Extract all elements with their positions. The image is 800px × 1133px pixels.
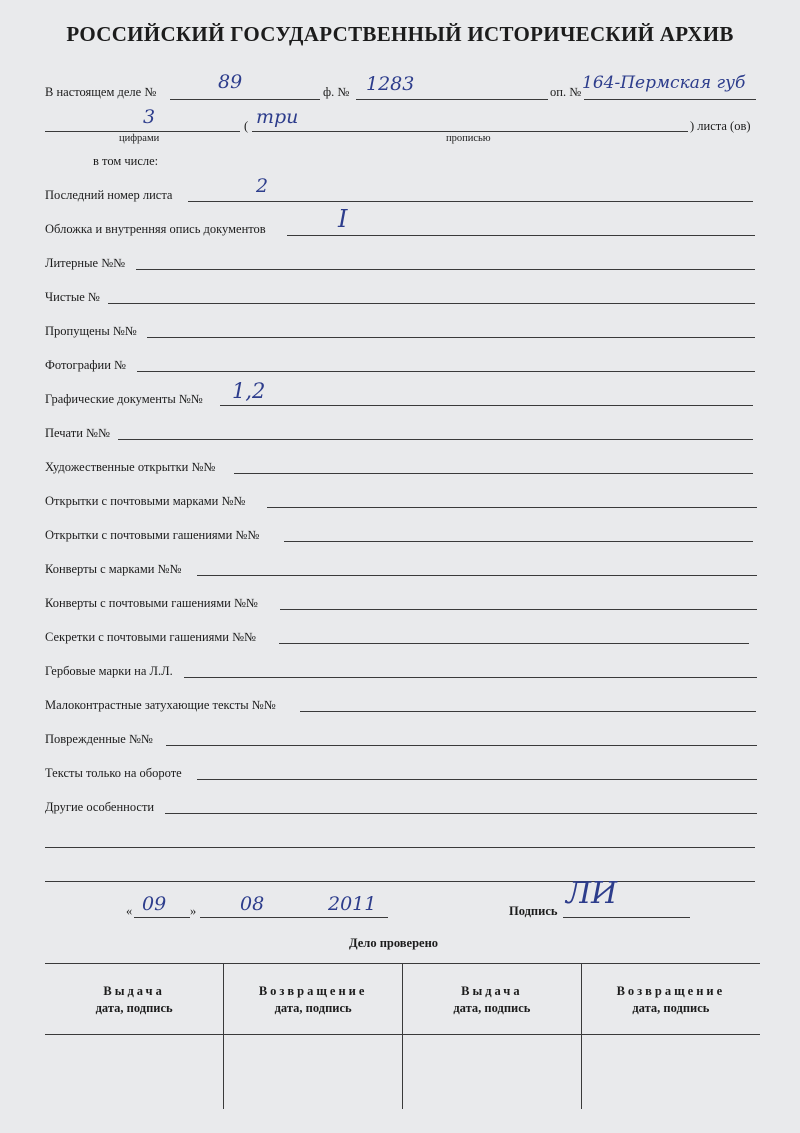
- date-close-quote: »: [190, 904, 197, 918]
- date-day-line: [134, 917, 190, 918]
- field-label: Фотографии №: [45, 358, 126, 372]
- checked-label: Дело проверено: [349, 936, 439, 950]
- field-line: [284, 541, 753, 542]
- field-line: [184, 677, 757, 678]
- table-header-title: Возвращение: [616, 984, 726, 998]
- field-line: [267, 507, 757, 508]
- table-entry-cell[interactable]: [581, 1035, 760, 1110]
- field-label: Открытки с почтовыми гашениями №№: [45, 528, 260, 542]
- count-suffix: ) листа (ов): [690, 119, 751, 133]
- field-label: Печати №№: [45, 426, 110, 440]
- date-month-year-line: [200, 917, 388, 918]
- field-label: Открытки с почтовыми марками №№: [45, 494, 246, 508]
- field-line: [136, 269, 755, 270]
- opis-value[interactable]: 164-Пермская губ: [582, 73, 746, 93]
- table-header-title: Выдача: [103, 984, 165, 998]
- count-digits-value[interactable]: 3: [143, 106, 156, 128]
- field-value[interactable]: I: [338, 205, 348, 233]
- field-label: Художественные открытки №№: [45, 460, 216, 474]
- signature-mark: ЛИ: [566, 876, 618, 911]
- field-line: [197, 779, 757, 780]
- field-label: Чистые №: [45, 290, 100, 304]
- count-digits-line: [45, 131, 240, 132]
- including-label: в том числе:: [93, 154, 159, 168]
- field-label: Гербовые марки на Л.Л.: [45, 664, 173, 678]
- case-number-label: В настоящем деле №: [45, 85, 157, 99]
- table-entry-cell[interactable]: [224, 1035, 403, 1110]
- issue-return-table: [45, 963, 760, 1109]
- field-label: Тексты только на обороте: [45, 766, 182, 780]
- field-line: [166, 745, 757, 746]
- date-open-quote: «: [126, 904, 133, 918]
- field-line: [300, 711, 756, 712]
- field-label: Графические документы №№: [45, 392, 203, 406]
- field-line: [279, 643, 749, 644]
- table-header-subtitle: дата, подпись: [274, 1001, 352, 1015]
- count-words-line: [252, 131, 688, 132]
- count-words-caption: прописью: [446, 133, 491, 144]
- field-label: Конверты с почтовыми гашениями №№: [45, 596, 258, 610]
- count-words-value[interactable]: три: [256, 106, 299, 128]
- field-line: [165, 813, 757, 814]
- signature-label: Подпись: [509, 904, 558, 918]
- count-digits-caption: цифрами: [119, 133, 160, 144]
- field-line: [197, 575, 757, 576]
- case-number-value[interactable]: 89: [218, 71, 243, 93]
- extra-line: [45, 847, 755, 848]
- field-line: [147, 337, 755, 338]
- field-label: Малоконтрастные затухающие тексты №№: [45, 698, 276, 712]
- field-label: Секретки с почтовыми гашениями №№: [45, 630, 256, 644]
- date-month[interactable]: 08: [240, 893, 265, 915]
- fond-label: ф. №: [323, 85, 350, 99]
- field-line: [188, 201, 753, 202]
- table-header-title: Возвращение: [258, 984, 368, 998]
- fond-line: [356, 99, 548, 100]
- opis-label: оп. №: [550, 85, 582, 99]
- extra-line: [45, 881, 755, 882]
- field-line: [234, 473, 753, 474]
- table-header-cell: [403, 964, 582, 1035]
- opis-line: [584, 99, 756, 100]
- date-day[interactable]: 09: [142, 893, 167, 915]
- field-label: Пропущены №№: [45, 324, 137, 338]
- date-year[interactable]: 2011: [328, 893, 377, 915]
- table-header-subtitle: дата, подпись: [95, 1001, 173, 1015]
- field-line: [108, 303, 755, 304]
- field-value[interactable]: 2: [256, 175, 269, 197]
- open-paren: (: [244, 119, 249, 133]
- field-label: Конверты с марками №№: [45, 562, 182, 576]
- signature-line: [563, 917, 690, 918]
- table-header-title: Выдача: [461, 984, 523, 998]
- table-header-cell: [581, 964, 760, 1035]
- table-header-subtitle: дата, подпись: [453, 1001, 531, 1015]
- page-title: РОССИЙСКИЙ ГОСУДАРСТВЕННЫЙ ИСТОРИЧЕСКИЙ АРХИВ: [66, 22, 734, 46]
- field-label: Последний номер листа: [45, 188, 173, 202]
- field-line: [287, 235, 755, 236]
- field-label: Другие особенности: [45, 800, 155, 814]
- field-label: Обложка и внутренняя опись документов: [45, 222, 266, 236]
- field-line: [137, 371, 755, 372]
- table-entry-cell[interactable]: [403, 1035, 582, 1110]
- table-header-cell: [45, 964, 224, 1035]
- case-number-line: [170, 99, 320, 100]
- table-entry-cell[interactable]: [45, 1035, 224, 1110]
- field-line: [280, 609, 757, 610]
- fond-value[interactable]: 1283: [366, 73, 415, 95]
- field-label: Литерные №№: [45, 256, 126, 270]
- field-line: [118, 439, 753, 440]
- field-value[interactable]: 1,2: [232, 379, 266, 403]
- table-header-cell: [224, 964, 403, 1035]
- field-label: Поврежденные №№: [45, 732, 153, 746]
- table-header-subtitle: дата, подпись: [632, 1001, 710, 1015]
- field-line: [220, 405, 753, 406]
